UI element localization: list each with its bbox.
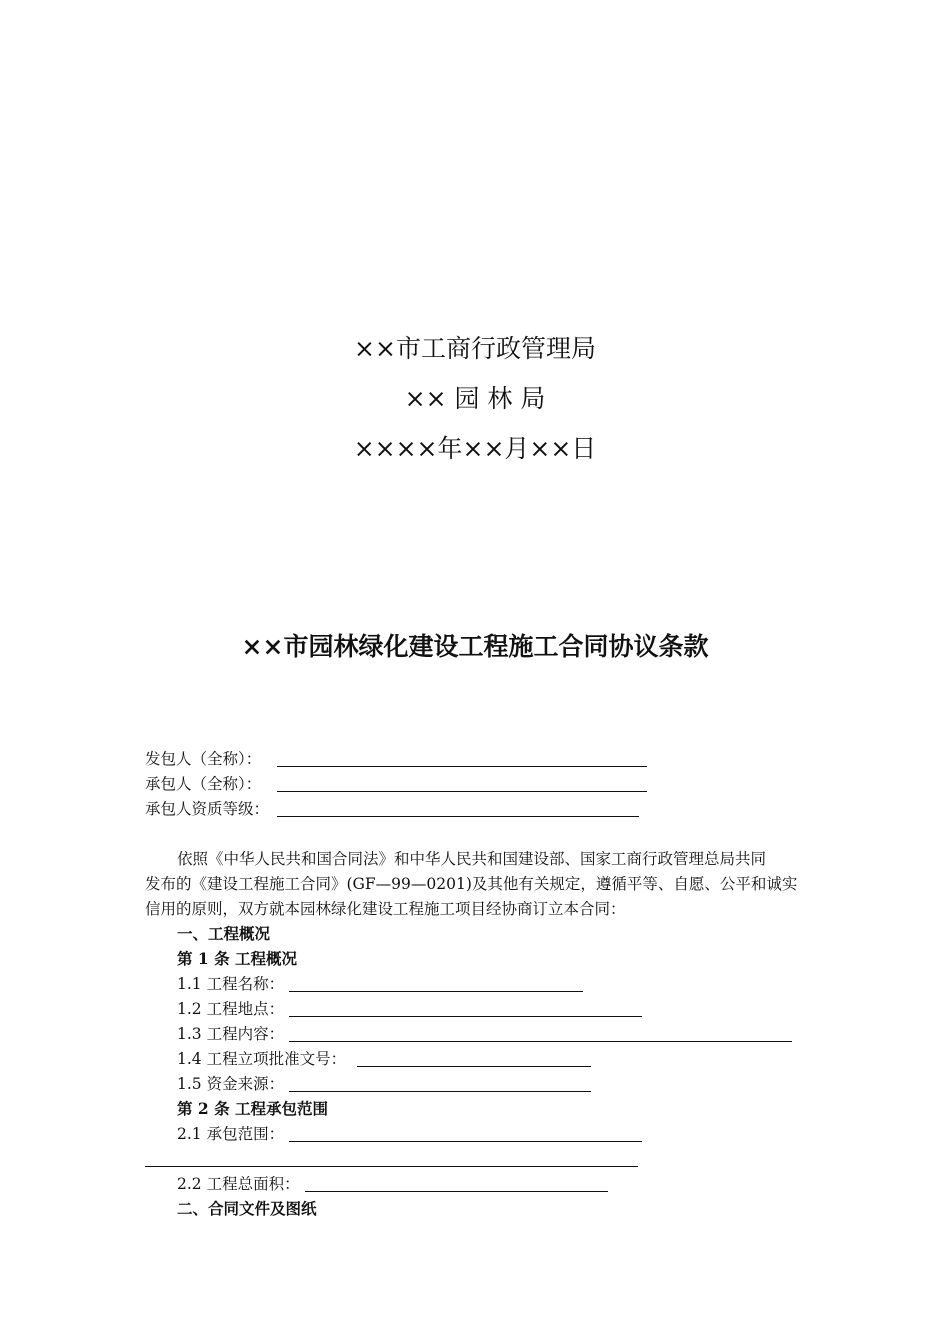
total-area-blank[interactable]: [305, 1191, 608, 1192]
qualification-blank[interactable]: [277, 816, 639, 817]
approval-number-label: 1.4 工程立项批准文号：: [177, 1050, 347, 1068]
project-name-label: 1.1 工程名称：: [177, 975, 285, 993]
total-area-label: 2.2 工程总面积：: [177, 1175, 300, 1193]
issuer-garden-bureau: ×× 园 林 局: [404, 384, 546, 413]
project-name-blank[interactable]: [289, 991, 583, 992]
contractor-label: 承包人（全称）：: [145, 775, 262, 793]
article-1-heading: 第 1 条 工程概况: [177, 949, 297, 968]
employer-blank[interactable]: [277, 766, 647, 767]
qualification-label: 承包人资质等级：: [145, 800, 270, 818]
issue-date: ××××年××月××日: [353, 434, 597, 463]
scope-blank-continued[interactable]: [145, 1166, 638, 1167]
intro-line-2: 发布的《建设工程施工合同》(GF—99—0201)及其他有关规定，遵循平等、自愿、公平和诚实: [145, 875, 798, 893]
project-content-blank[interactable]: [289, 1041, 792, 1042]
article-2-heading: 第 2 条 工程承包范围: [177, 1099, 328, 1118]
employer-label: 发包人（全称）：: [145, 750, 262, 768]
funding-source-blank[interactable]: [289, 1091, 591, 1092]
contractor-blank[interactable]: [277, 791, 647, 792]
intro-line-1: 依照《中华人民共和国合同法》和中华人民共和国建设部、国家工商行政管理总局共同: [177, 850, 767, 868]
scope-label: 2.1 承包范围：: [177, 1125, 285, 1143]
section-2-heading: 二、合同文件及图纸: [177, 1199, 317, 1218]
scope-blank[interactable]: [289, 1141, 642, 1142]
funding-source-label: 1.5 资金来源：: [177, 1075, 285, 1093]
document-title: ××市园林绿化建设工程施工合同协议条款: [241, 632, 709, 661]
issuer-bureau: ××市工商行政管理局: [354, 334, 596, 363]
approval-number-blank[interactable]: [357, 1066, 591, 1067]
intro-line-3: 信用的原则，双方就本园林绿化建设工程施工项目经协商订立本合同：: [145, 900, 626, 918]
project-location-blank[interactable]: [289, 1016, 642, 1017]
section-1-heading: 一、工程概况: [177, 924, 271, 943]
project-content-label: 1.3 工程内容：: [177, 1025, 285, 1043]
project-location-label: 1.2 工程地点：: [177, 1000, 285, 1018]
